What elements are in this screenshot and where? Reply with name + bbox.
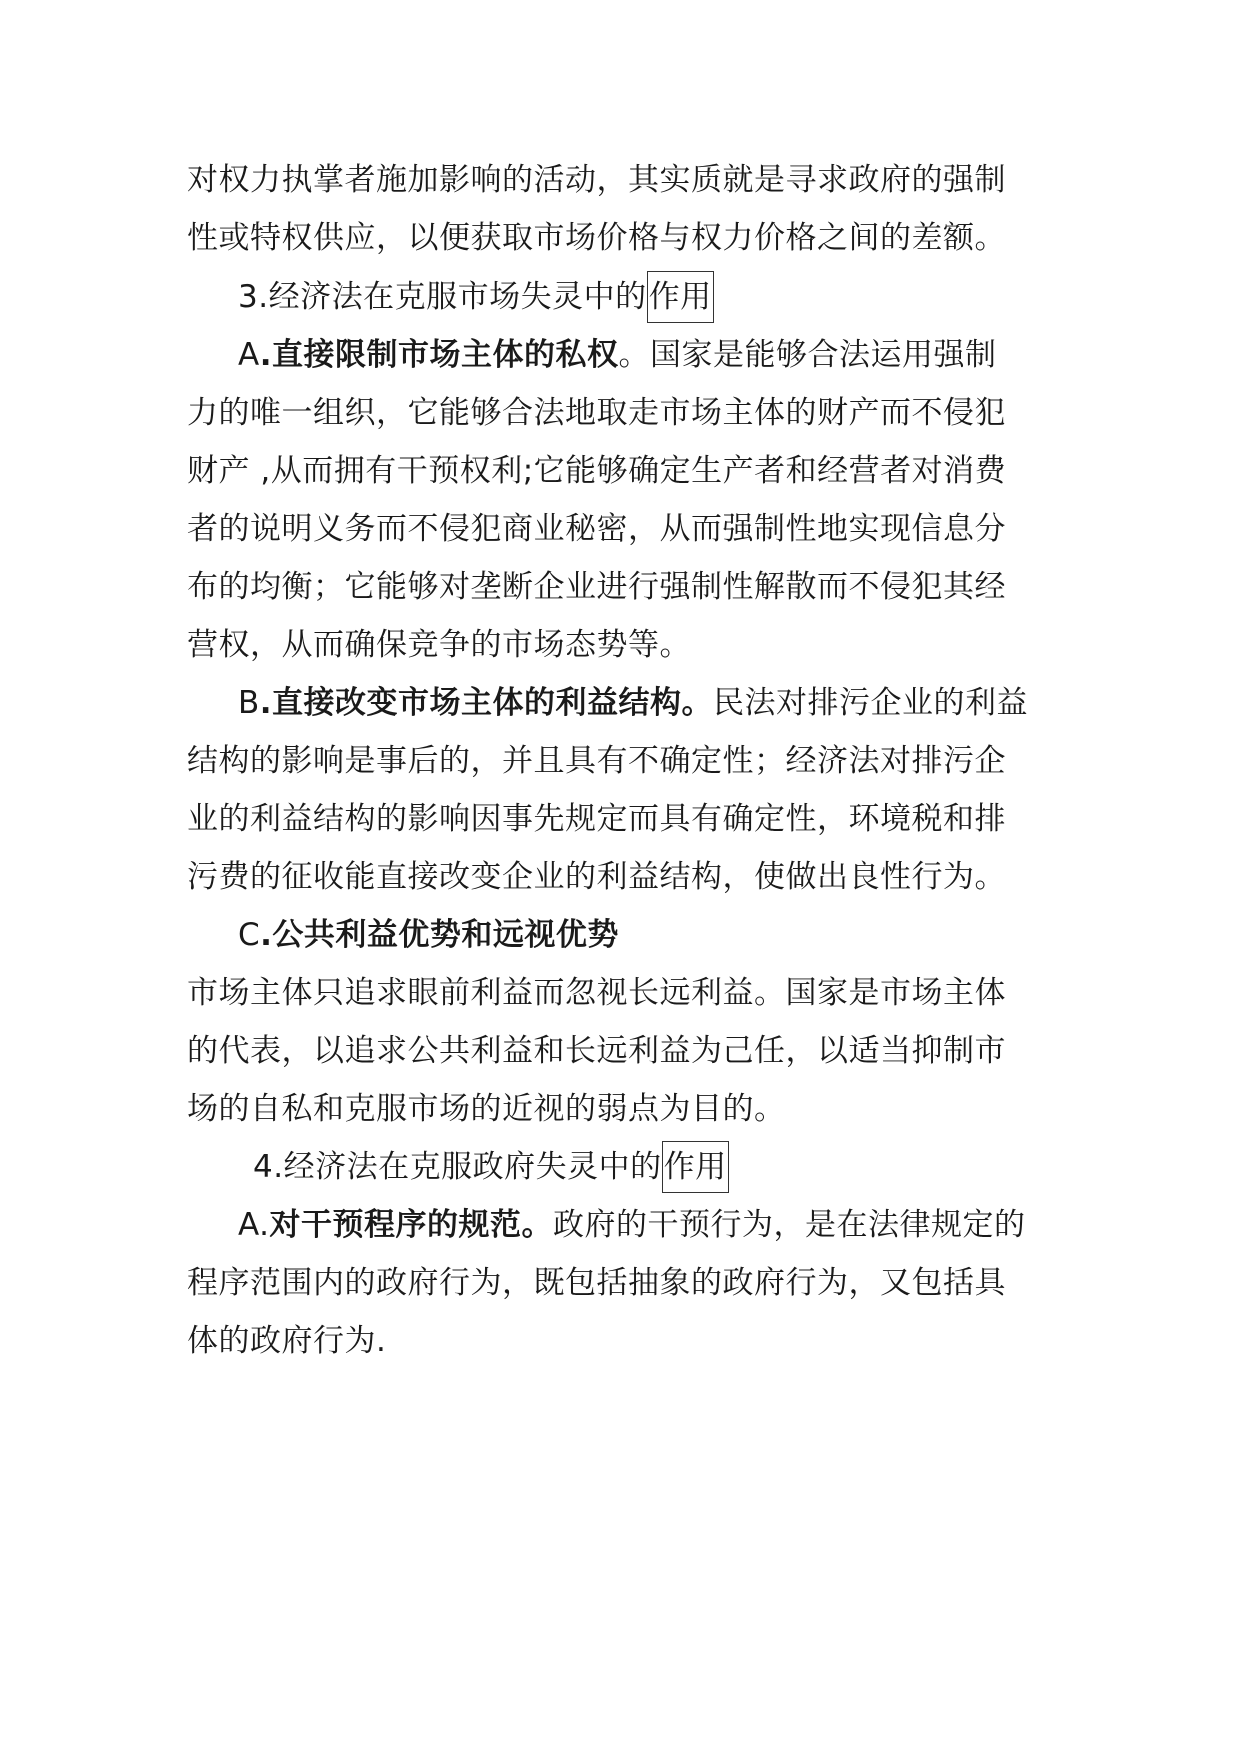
paragraph-line: 者的说明义务而不侵犯商业秘密，从而强制性地实现信息分 xyxy=(187,511,1006,547)
point-title: .公共利益优势和远视优势 xyxy=(260,917,619,953)
paragraph-line: 布的均衡；它能够对垄断企业进行强制性解散而不侵犯其经 xyxy=(187,569,1006,605)
paragraph-line: 性或特权供应，以便获取市场价格与权力价格之间的差额。 xyxy=(187,220,1006,256)
point-b-first-line xyxy=(238,683,1028,723)
point-text: 。国家是能够合法运用强制 xyxy=(618,337,997,373)
paragraph-line: 体的政府行为. xyxy=(187,1323,387,1359)
paragraph-line: 力的唯一组织，它能够合法地取走市场主体的财产而不侵犯 xyxy=(187,395,1006,431)
paragraph-line: 结构的影响是事后的，并且具有不确定性；经济法对排污企 xyxy=(187,743,1006,779)
point-d-first-line xyxy=(238,1205,1026,1245)
point-label: B xyxy=(238,685,260,721)
paragraph-line: 业的利益结构的影响因事先规定而具有确定性，环境税和排 xyxy=(187,801,1006,837)
heading-text: 3.经济法在克服市场失灵中的 xyxy=(238,279,647,315)
boxed-word: 作用 xyxy=(662,1141,729,1193)
point-title: .直接限制市场主体的私权 xyxy=(259,337,619,373)
paragraph-line: 营权，从而确保竞争的市场态势等。 xyxy=(187,627,691,663)
point-title: .直接改变市场主体的利益结构。 xyxy=(259,685,714,721)
point-label: A xyxy=(238,337,260,373)
section-heading-4 xyxy=(253,1147,729,1187)
point-title: 对干预程序的规范。 xyxy=(269,1207,554,1243)
point-text: 民法对排污企业的利益 xyxy=(713,685,1029,721)
point-text: 政府的干预行为，是在法律规定的 xyxy=(553,1207,1026,1243)
heading-text: 4.经济法在克服政府失灵中的 xyxy=(253,1149,662,1185)
paragraph-line: 污费的征收能直接改变企业的利益结构，使做出良性行为。 xyxy=(187,859,1006,895)
boxed-word: 作用 xyxy=(647,271,714,323)
paragraph-line: 程序范围内的政府行为，既包括抽象的政府行为，又包括具 xyxy=(187,1265,1006,1301)
paragraph-line: 财产 ,从而拥有干预权利;它能够确定生产者和经营者对消费 xyxy=(187,453,1007,489)
paragraph-line: 市场主体只追求眼前利益而忽视长远利益。国家是市场主体 xyxy=(187,975,1006,1011)
paragraph-line: 场的自私和克服市场的近视的弱点为目的。 xyxy=(187,1091,786,1127)
paragraph-line: 的代表，以追求公共利益和长远利益为己任，以适当抑制市 xyxy=(187,1033,1006,1069)
point-label: A. xyxy=(238,1207,270,1243)
point-c-heading xyxy=(238,915,619,955)
section-heading-3 xyxy=(238,277,714,317)
point-a-first-line xyxy=(238,335,997,375)
paragraph-line: 对权力执掌者施加影响的活动，其实质就是寻求政府的强制 xyxy=(187,162,1006,198)
point-label: C xyxy=(238,917,261,953)
